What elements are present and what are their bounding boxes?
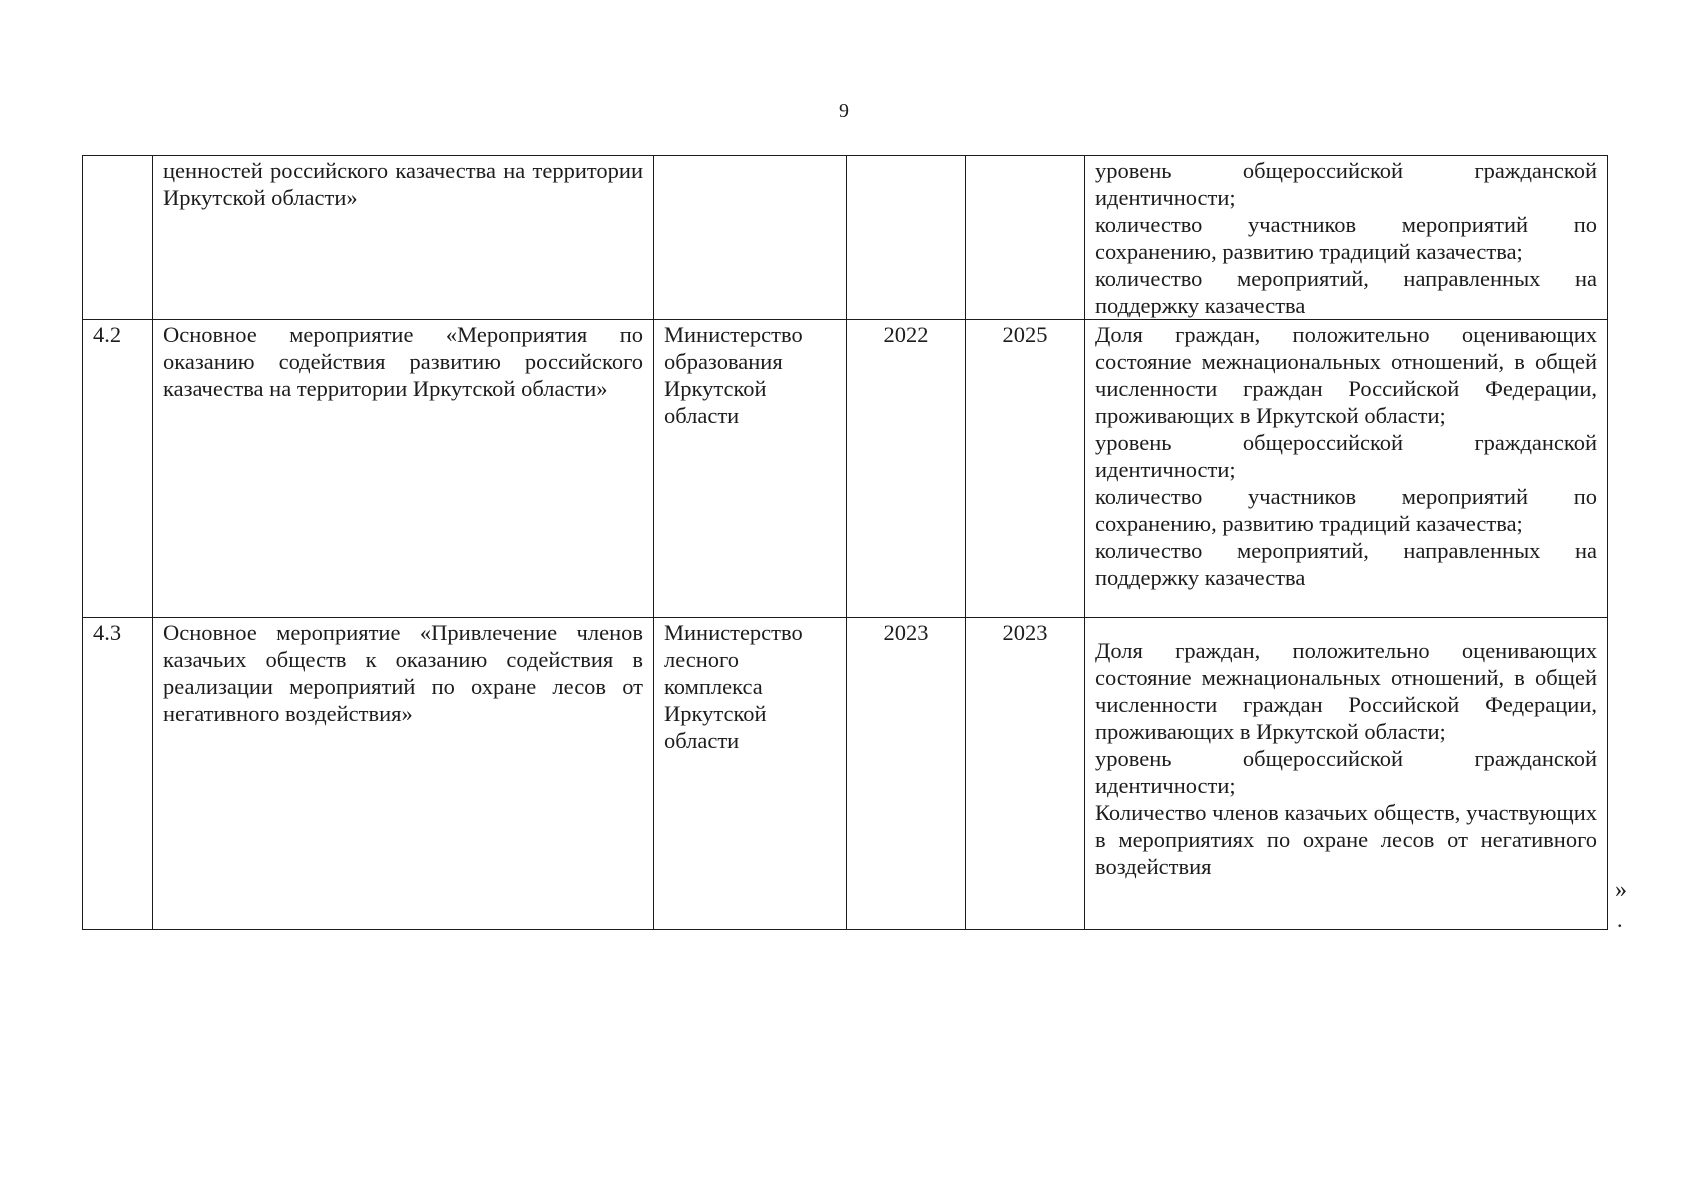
executor [654,156,847,320]
row-number [83,156,153,320]
indicator-item: количество участников мероприятий по сохранению, развитию традиций казачества; [1095,212,1597,264]
table-row-continued [83,156,1608,320]
indicator-item: Количество членов казачьих обществ, участвующих в мероприятиях по охране лесов от негативного воздействия [1095,800,1597,879]
executor: Министерство образования Иркутской области [654,320,847,618]
indicator-item: количество мероприятий, направленных на поддержку казачества [1095,266,1597,318]
indicator-item: количество мероприятий, направленных на поддержку казачества [1095,538,1597,590]
executor: Министерство лесного комплекса Иркутской области [654,618,847,930]
end-year [966,156,1085,320]
start-year: 2022 [847,320,966,618]
table-row-4-3 [83,618,1608,930]
indicators [1085,618,1608,930]
indicators [1085,156,1608,320]
closing-quote: » [1615,877,1627,903]
event-name: ценностей российского казачества на территории Иркутской области» [153,156,654,320]
end-year: 2023 [966,618,1085,930]
row-number: 4.2 [83,320,153,618]
event-name: Основное мероприятие «Привлечение членов казачьих обществ к оказанию содействия в реализации мероприятий по охране лесов от негативного воздействия» [153,618,654,930]
indicator-item: Доля граждан, положительно оценивающих состояние межнациональных отношений, в общей численности граждан Российской Федерации, проживающих в Иркутской области; [1095,638,1597,744]
indicator-item: уровень общероссийской гражданской идентичности; [1095,430,1597,482]
start-year: 2023 [847,618,966,930]
end-year: 2025 [966,320,1085,618]
program-table [82,155,1608,930]
start-year [847,156,966,320]
row-number: 4.3 [83,618,153,930]
table-row-4-2 [83,320,1608,618]
indicator-item: Доля граждан, положительно оценивающих состояние межнациональных отношений, в общей численности граждан Российской Федерации, проживающих в Иркутской области; [1095,322,1597,428]
event-name: Основное мероприятие «Мероприятия по оказанию содействия развитию российского казачества на территории Иркутской области» [153,320,654,618]
indicator-item: уровень общероссийской гражданской идентичности; [1095,158,1597,210]
indicator-item: количество участников мероприятий по сохранению, развитию традиций казачества; [1095,484,1597,536]
page-number: 9 [839,100,849,122]
closing-dot: . [1617,907,1623,932]
indicator-item: уровень общероссийской гражданской идентичности; [1095,746,1597,798]
indicators [1085,320,1608,618]
